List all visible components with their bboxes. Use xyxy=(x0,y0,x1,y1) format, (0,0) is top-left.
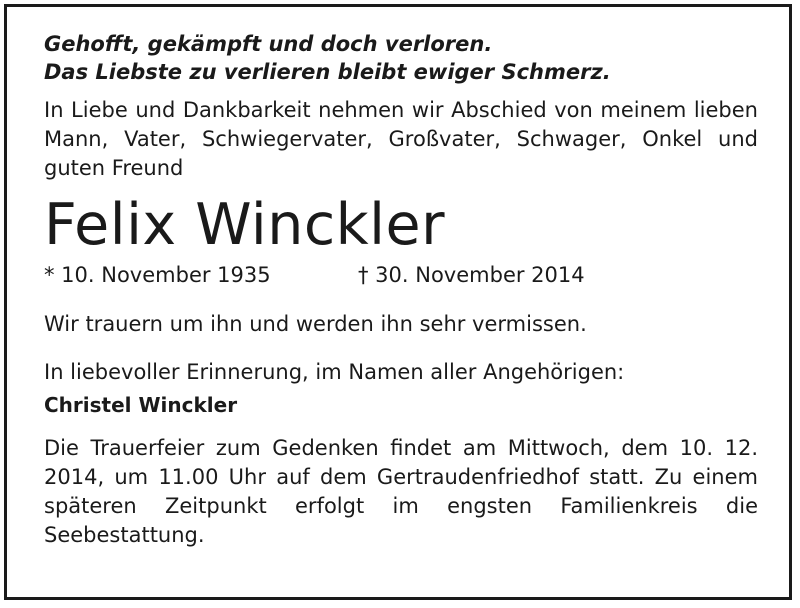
signer-name: Christel Winckler xyxy=(44,393,238,417)
motto-line-1: Gehofft, gekämpft und doch verloren. xyxy=(44,32,493,56)
death-date: † 30. November 2014 xyxy=(358,263,585,287)
funeral-text: Die Trauerfeier zum Gedenken findet am Mittwoch, dem 10. 12. 2014, um 11.00 Uhr auf dem Gertraudenfriedhof statt. Zu einem späteren Zeitpunkt erfolgt im engsten Familienkreis die Seebestattung. xyxy=(44,436,758,547)
memory-text: In liebevoller Erinnerung, im Namen aller Angehörigen: xyxy=(44,360,625,384)
motto xyxy=(44,30,758,86)
life-dates xyxy=(44,261,758,290)
intro-text: In Liebe und Dankbarkeit nehmen wir Abschied von meinem lieben Mann, Vater, Schwiegervater, Großvater, Schwager, Onkel und guten Freund xyxy=(44,98,758,180)
motto-line-2: Das Liebste zu verlieren bleibt ewiger Schmerz. xyxy=(44,60,611,84)
obituary-content xyxy=(44,30,758,550)
deceased-name: Felix Winckler xyxy=(44,192,446,258)
mourning-text: Wir trauern um ihn und werden ihn sehr vermissen. xyxy=(44,312,587,336)
birth-date: * 10. November 1935 xyxy=(44,263,271,287)
